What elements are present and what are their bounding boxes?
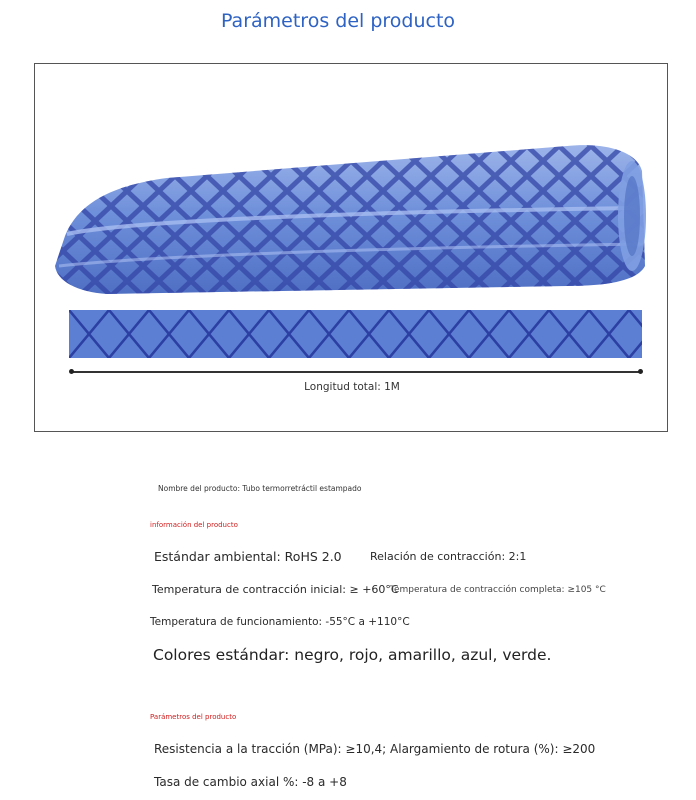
info-section-heading: información del producto	[150, 521, 238, 529]
params-section-heading: Parámetros del producto	[150, 713, 237, 721]
axial-change-rate: Tasa de cambio axial %: -8 a +8	[154, 775, 347, 789]
length-label: Longitud total: 1M	[304, 381, 400, 393]
initial-shrink-temp: Temperatura de contracción inicial: ≥ +60°C	[152, 583, 399, 596]
flat-tube-sample	[69, 310, 642, 358]
tensile-strength: Resistencia a la tracción (MPa): ≥10,4; Alargamiento de rotura (%): ≥200	[154, 742, 596, 756]
page-title: Parámetros del producto	[220, 10, 456, 32]
product-image-frame	[34, 63, 668, 432]
product-name: Nombre del producto: Tubo termorretráctil estampado	[158, 484, 362, 493]
length-ruler	[69, 368, 643, 376]
env-standard: Estándar ambiental: RoHS 2.0	[154, 549, 342, 564]
operating-temp: Temperatura de funcionamiento: -55°C a +110°C	[150, 616, 410, 628]
complete-shrink-temp: Temperatura de contracción completa: ≥105 °C	[390, 585, 606, 595]
ruler-end-dot	[638, 369, 643, 374]
standard-colors: Colores estándar: negro, rojo, amarillo, azul, verde.	[153, 646, 552, 664]
shrink-ratio: Relación de contracción: 2:1	[370, 550, 527, 563]
ruler-start-dot	[69, 369, 74, 374]
coiled-tube-image	[47, 116, 647, 306]
ruler-line	[71, 371, 641, 373]
